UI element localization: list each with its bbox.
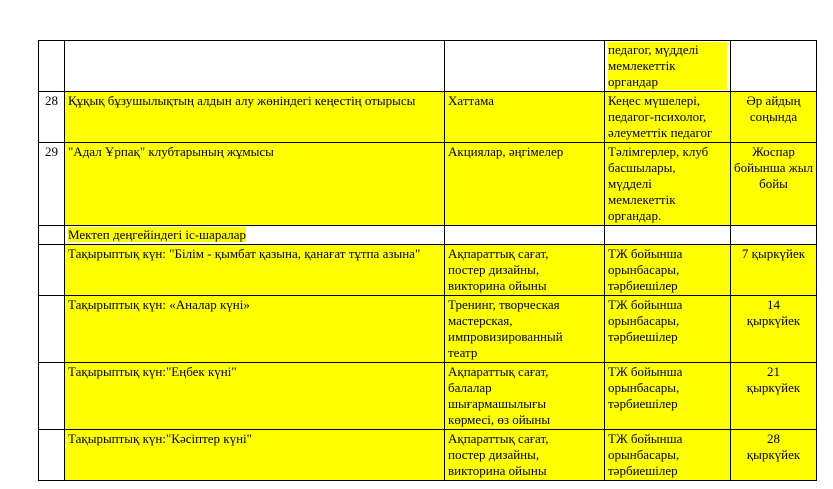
term-line: қыркүйек [746,447,801,462]
responsible-line: ТЖ бойынша [608,246,683,261]
responsible-line: тәрбиешілер [608,329,678,344]
row-number [39,296,65,363]
row-number [39,363,65,430]
form-cell [445,296,605,363]
event-plan-table [38,40,817,481]
form-line: мастерская, [448,313,513,328]
responsible-line: орынбасары, [608,380,680,395]
form-line: викторина ойыны [448,463,547,478]
responsible-line: әлеуметтік педагог [608,125,713,140]
table-row [39,430,817,481]
term-cell [731,41,817,92]
responsible-line: ТЖ бойынша [608,364,683,379]
row-number: 29 [39,143,65,226]
form-cell [445,226,605,245]
event-cell: Құқық бұзушылықтың алдын алу жөніндегі кеңестің отырысы [65,92,445,143]
form-line: постер дизайны, [448,262,540,277]
form-line: Ақпараттық сағат, [448,246,549,261]
responsible-line: мемлекеттік [608,192,676,207]
form-line: импровизированный [448,329,563,344]
event-cell: "Адал Ұрпақ" клубтарының жұмысы [65,143,445,226]
term-line: қыркүйек [746,380,801,395]
responsible-line: мүдделі [608,176,652,191]
term-line: 21 [767,364,780,379]
form-line: балалар [448,380,492,395]
responsible-line: ТЖ бойынша [608,297,683,312]
table-row [39,296,817,363]
row-number [39,430,65,481]
form-line: шығармашылығы [448,396,547,411]
form-line: көрмесі, өз ойыны [448,412,551,427]
responsible-line: педагог-психолог, [608,109,707,124]
event-cell: Тақырыптық күн: «Аналар күні» [65,296,445,363]
responsible-cell [605,245,731,296]
section-heading: Мектеп деңгейіндегі іс-шаралар [65,226,445,245]
table-row [39,363,817,430]
responsible-cell [605,41,731,92]
form-cell [445,41,605,92]
table-row [39,92,817,143]
form-line: викторина ойыны [448,278,547,293]
form-cell [445,363,605,430]
event-cell: Тақырыптық күн: "Білім - қымбат қазына, қанағат тұтпа азына" [65,245,445,296]
row-number [39,226,65,245]
term-cell [731,296,817,363]
responsible-line: орынбасары, [608,262,680,277]
term-cell [731,430,817,481]
table-row [39,41,817,92]
responsible-line: ТЖ бойынша [608,431,683,446]
responsible-line: орынбасары, [608,447,680,462]
row-number: 28 [39,92,65,143]
term-cell: Жоспар бойынша жыл бойы [731,143,817,226]
responsible-cell [605,92,731,143]
event-cell: Тақырыптық күн:"Кәсіптер күні" [65,430,445,481]
responsible-line: тәрбиешілер [608,278,678,293]
form-cell [445,430,605,481]
responsible-line: тәрбиешілер [608,396,678,411]
responsible-cell [605,430,731,481]
responsible-line: Кеңес мүшелері, [608,93,701,108]
responsible-line: органдар. [608,208,662,223]
responsible-line: тәрбиешілер [608,463,678,478]
responsible-line: орынбасары, [608,313,680,328]
term-cell: Әр айдың соңында [731,92,817,143]
responsible-cell [605,296,731,363]
responsible-cell [605,226,731,245]
event-cell [65,41,445,92]
term-cell [731,226,817,245]
responsible-line: органдар [608,74,727,90]
term-cell: 7 қыркүйек [731,245,817,296]
row-number [39,245,65,296]
form-cell: Акциялар, әңгімелер [445,143,605,226]
form-line: театр [448,345,478,360]
form-line: постер дизайны, [448,447,540,462]
form-cell [445,245,605,296]
table-row [39,245,817,296]
table-row [39,143,817,226]
term-line: қыркүйек [746,313,801,328]
responsible-line: басшылары, [608,160,676,175]
responsible-cell [605,143,731,226]
form-line: Ақпараттық сағат, [448,431,549,446]
form-line: Тренинг, творческая [448,297,560,312]
term-line: 28 [767,431,780,446]
responsible-line: мемлекеттік [608,58,727,74]
event-cell: Тақырыптық күн:"Еңбек күні" [65,363,445,430]
term-cell [731,363,817,430]
responsible-line: Тәлімгерлер, клуб [608,144,709,159]
responsible-line: педагог, мүдделі [608,42,727,58]
table-row [39,226,817,245]
form-cell: Хаттама [445,92,605,143]
responsible-cell [605,363,731,430]
term-line: 14 [767,297,780,312]
form-line: Ақпараттық сағат, [448,364,549,379]
row-number [39,41,65,92]
